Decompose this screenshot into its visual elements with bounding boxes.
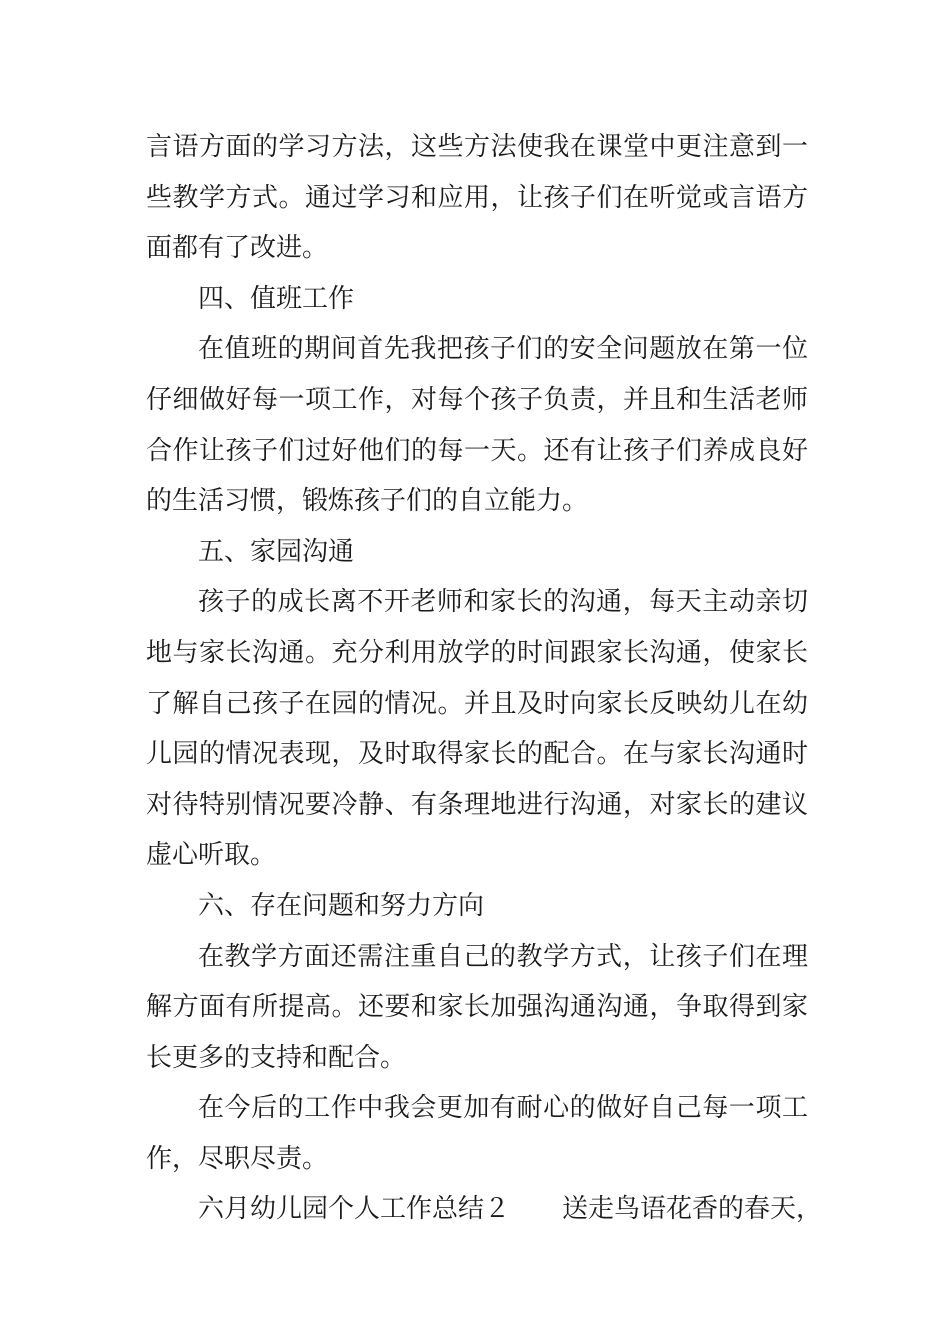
paragraph-learning-methods: 言语方面的学习方法，这些方法使我在课堂中更注意到一些教学方式。通过学习和应用，让孩子们在听觉或言语方面都有了改进。	[146, 132, 808, 264]
section-heading-home-school-communication: 五、家园沟通	[198, 536, 355, 567]
paragraph-future-work: 在今后的工作中我会更加有耐心的做好自己每一项工作，尽职尽责。	[146, 1093, 808, 1174]
paragraph-problems-and-direction: 在教学方面还需注重自己的教学方式，让孩子们在理解方面有所提高。还要和家长加强沟通沟通，争取得到家长更多的支持和配合。	[146, 941, 808, 1073]
section-heading-problems-and-direction: 六、存在问题和努力方向	[198, 890, 485, 921]
section-heading-duty-work: 四、值班工作	[198, 283, 355, 314]
paragraph-duty-work: 在值班的期间首先我把孩子们的安全问题放在第一位仔细做好每一项工作，对每个孩子负责，并且和生活老师合作让孩子们过好他们的每一天。还有让孩子们养成良好的生活习惯，锻炼孩子们的自立能力。	[146, 334, 808, 517]
paragraph-summary-2-start: 六月幼儿园个人工作总结２ 送走鸟语花香的春天，	[198, 1194, 823, 1225]
document-page	[146, 122, 823, 1235]
paragraph-home-school-communication: 孩子的成长离不开老师和家长的沟通，每天主动亲切地与家长沟通。充分利用放学的时间跟家长沟通，使家长了解自己孩子在园的情况。并且及时向家长反映幼儿在幼儿园的情况表现，及时取得家长的配合。在与家长沟通时对待特别情况要冷静、有条理地进行沟通，对家长的建议虚心听取。	[146, 587, 808, 871]
